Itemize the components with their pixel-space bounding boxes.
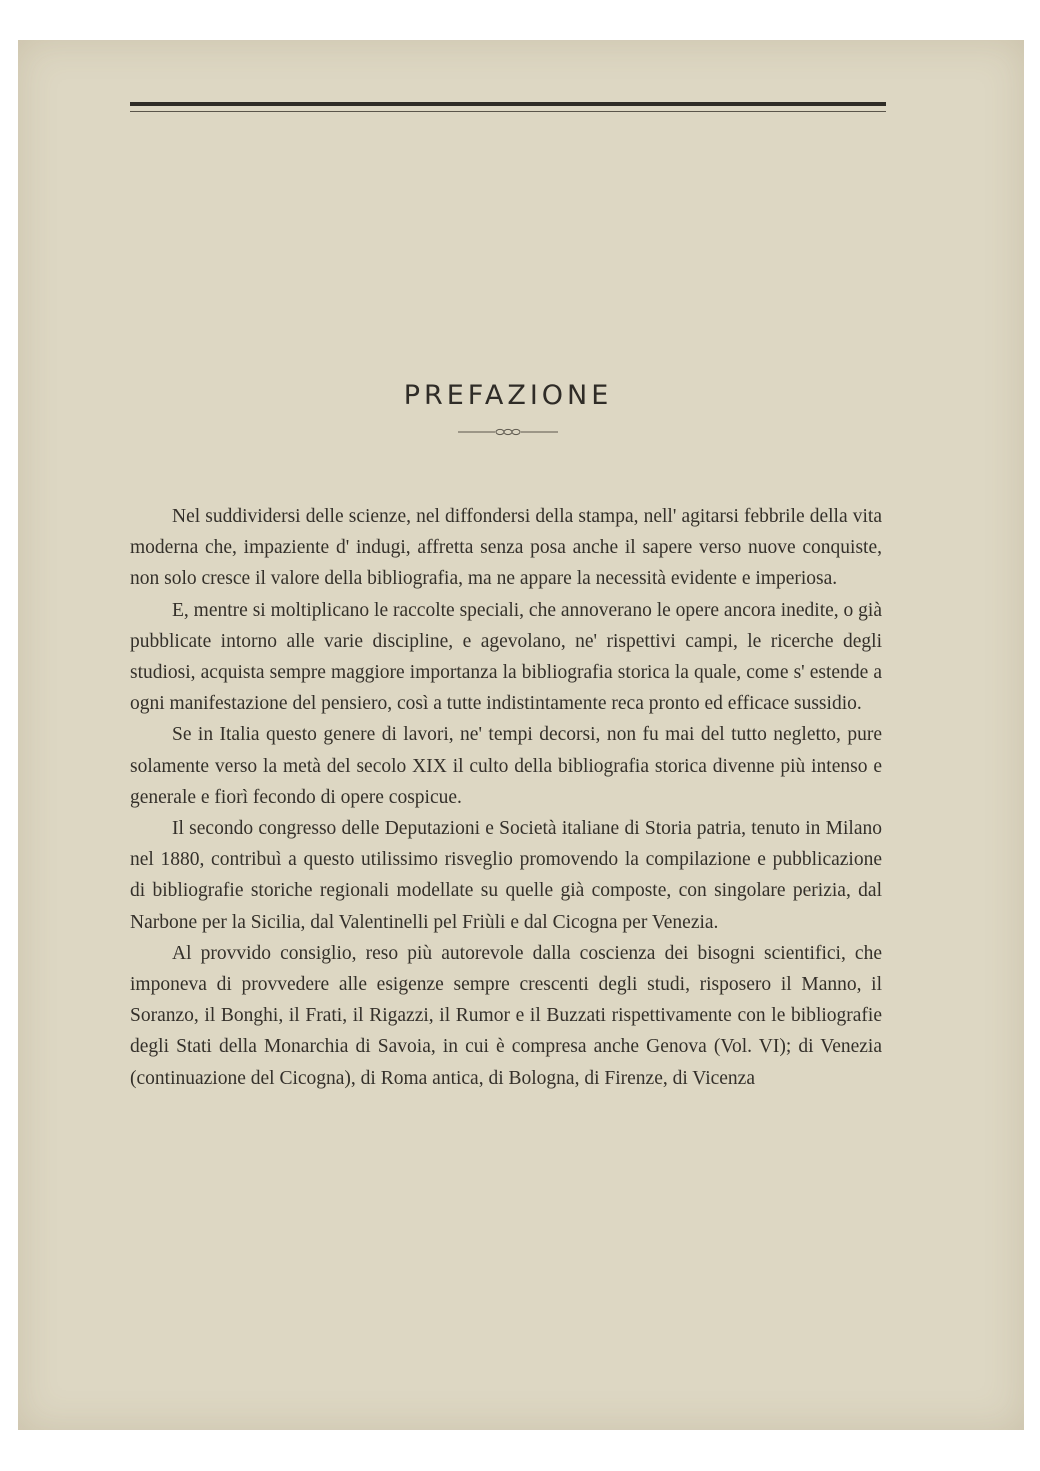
paragraph-4: Il secondo congresso delle Deputazioni e Società italiane di Storia patria, tenuto in Milano nel 1880, contribuì a questo utilissimo risveglio promovendo la compilazione e pubblicazione di bibliografie storiche regionali modellate su quelle già composte, con singolare perizia, dal Narbone per la Sicilia, dal Valentinelli pel Friùli e dal Cicogna per Venezia. [130,818,882,933]
preface-body [130,501,882,1094]
ornament-icon [458,426,558,438]
paragraph-3: Se in Italia questo genere di lavori, ne' tempi decorsi, non fu mai del tutto negletto, pure solamente verso la metà del secolo XIX il culto della bibliografia storica divenne più intenso e generale e fiorì fecondo di opere cospicue. [130,724,882,808]
paragraph-5: Al provvido consiglio, reso più autorevole dalla coscienza dei bisogni scientifici, che imponeva di provvedere alle esigenze sempre crescenti degli studi, risposero il Manno, il Soranzo, il Bonghi, il Frati, il Rigazzi, il Rumor e il Buzzati rispettivamente con le bibliografie degli Stati della Monarchia di Savoia, in cui è compresa anche Genova (Vol. VI); di Venezia (continuazione del Cicogna), di Roma antica, di Bologna, di Firenze, di Vicenza [130,942,882,1089]
paragraph-1: Nel suddividersi delle scienze, nel diffondersi della stampa, nell' agitarsi febbrile della vita moderna che, impaziente d' indugi, affretta senza posa anche il sapere verso nuove conquiste, non solo cresce il valore della bibliografia, ma ne appare la necessità evidente e imperiosa. [130,506,882,590]
book-page [18,40,1024,1430]
header-rule-thick [130,102,886,106]
chapter-title: PREFAZIONE [403,380,613,411]
paragraph-2: E, mentre si moltiplicano le raccolte speciali, che annoverano le opere ancora inedite, o già pubblicate intorno alle varie discipline, e agevolano, ne' rispettivi campi, le ricerche degli studiosi, acquista sempre maggiore importanza la bibliografia storica la quale, come s' estende a ogni manifestazione del pensiero, così a tutte indistintamente reca pronto ed efficace sussidio. [130,599,882,715]
header-rule-thin [130,111,886,112]
